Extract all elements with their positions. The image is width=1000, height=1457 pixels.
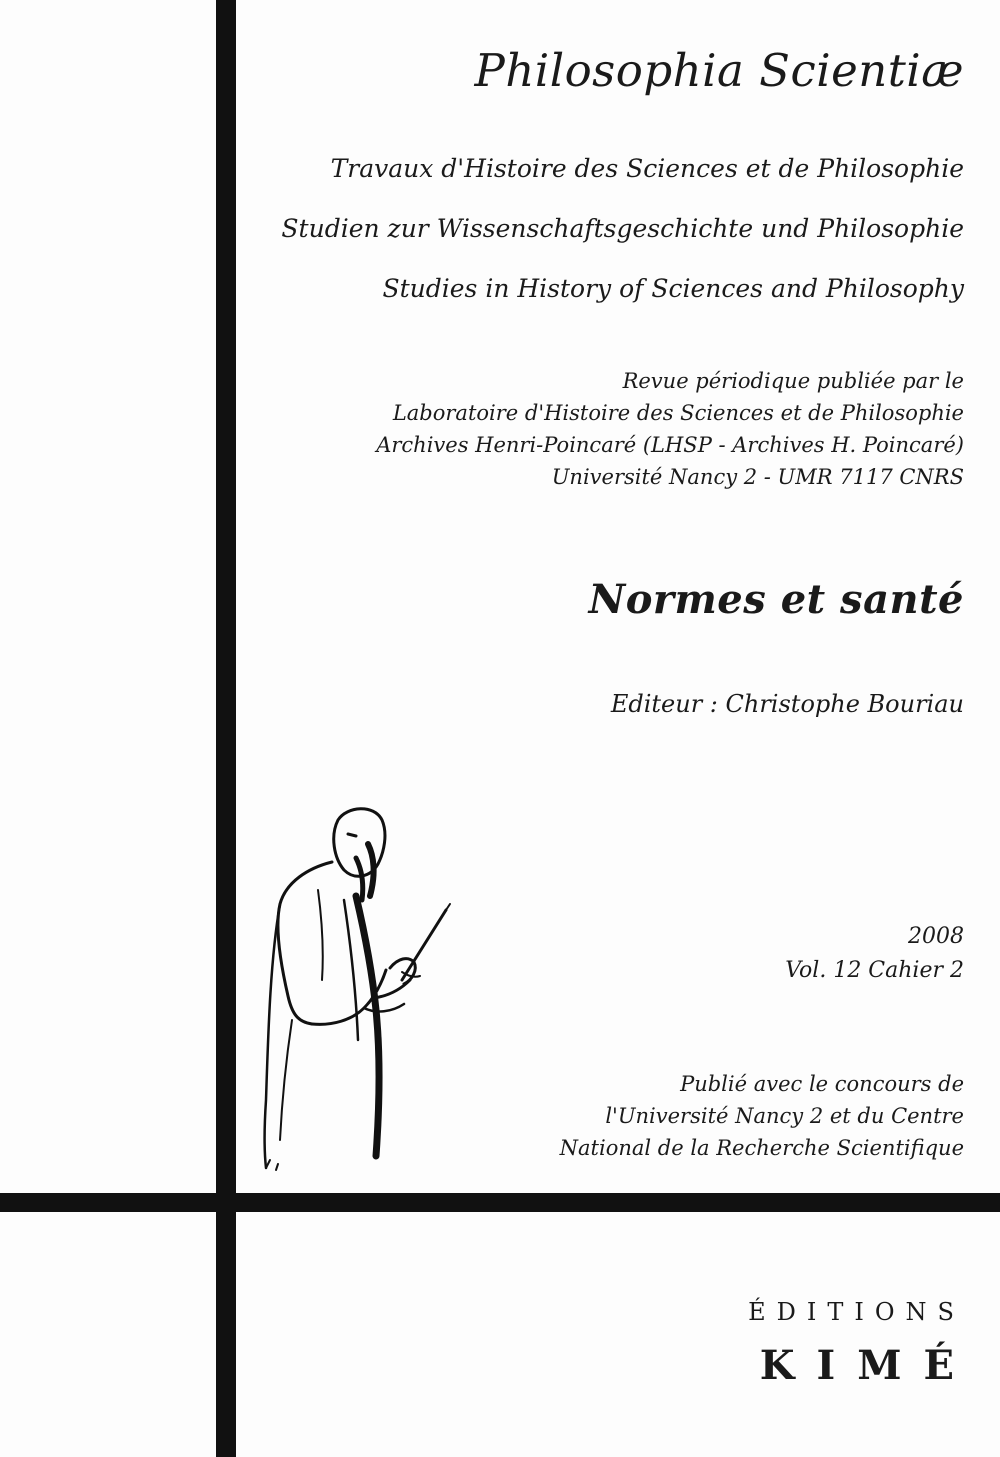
issue-date-block <box>785 920 964 988</box>
lecturer-sketch-icon <box>252 800 457 1180</box>
publisher-line: Laboratoire d'Histoire des Sciences et de Philosophie <box>392 401 964 425</box>
subtitle-french: Travaux d'Histoire des Sciences et de Philosophie <box>330 154 964 183</box>
horizontal-rule <box>0 1193 1000 1212</box>
publisher-line: Revue périodique publiée par le <box>622 369 964 393</box>
support-block <box>560 1068 964 1164</box>
issue-title: Normes et santé <box>588 576 964 623</box>
subtitle-english: Studies in History of Sciences and Philosophy <box>382 274 964 303</box>
subtitle-german: Studien zur Wissenschaftsgeschichte und Philosophie <box>281 214 964 243</box>
support-line: l'Université Nancy 2 et du Centre <box>605 1104 964 1128</box>
issue-year: 2008 <box>908 924 964 949</box>
imprint-label: ÉDITIONS <box>748 1298 965 1326</box>
publisher-block <box>376 365 964 493</box>
vertical-rule <box>216 0 236 1457</box>
support-line: National de la Recherche Scientifique <box>559 1136 964 1160</box>
imprint-name: KIMÉ <box>759 1342 976 1389</box>
publisher-line: Archives Henri-Poincaré (LHSP - Archives H. Poincaré) <box>376 433 964 457</box>
publisher-line: Université Nancy 2 - UMR 7117 CNRS <box>551 465 964 489</box>
issue-editor: Editeur : Christophe Bouriau <box>610 690 964 718</box>
issue-volume: Vol. 12 Cahier 2 <box>785 958 964 983</box>
journal-title: Philosophia Scientiæ <box>474 44 964 97</box>
support-line: Publié avec le concours de <box>680 1072 964 1096</box>
